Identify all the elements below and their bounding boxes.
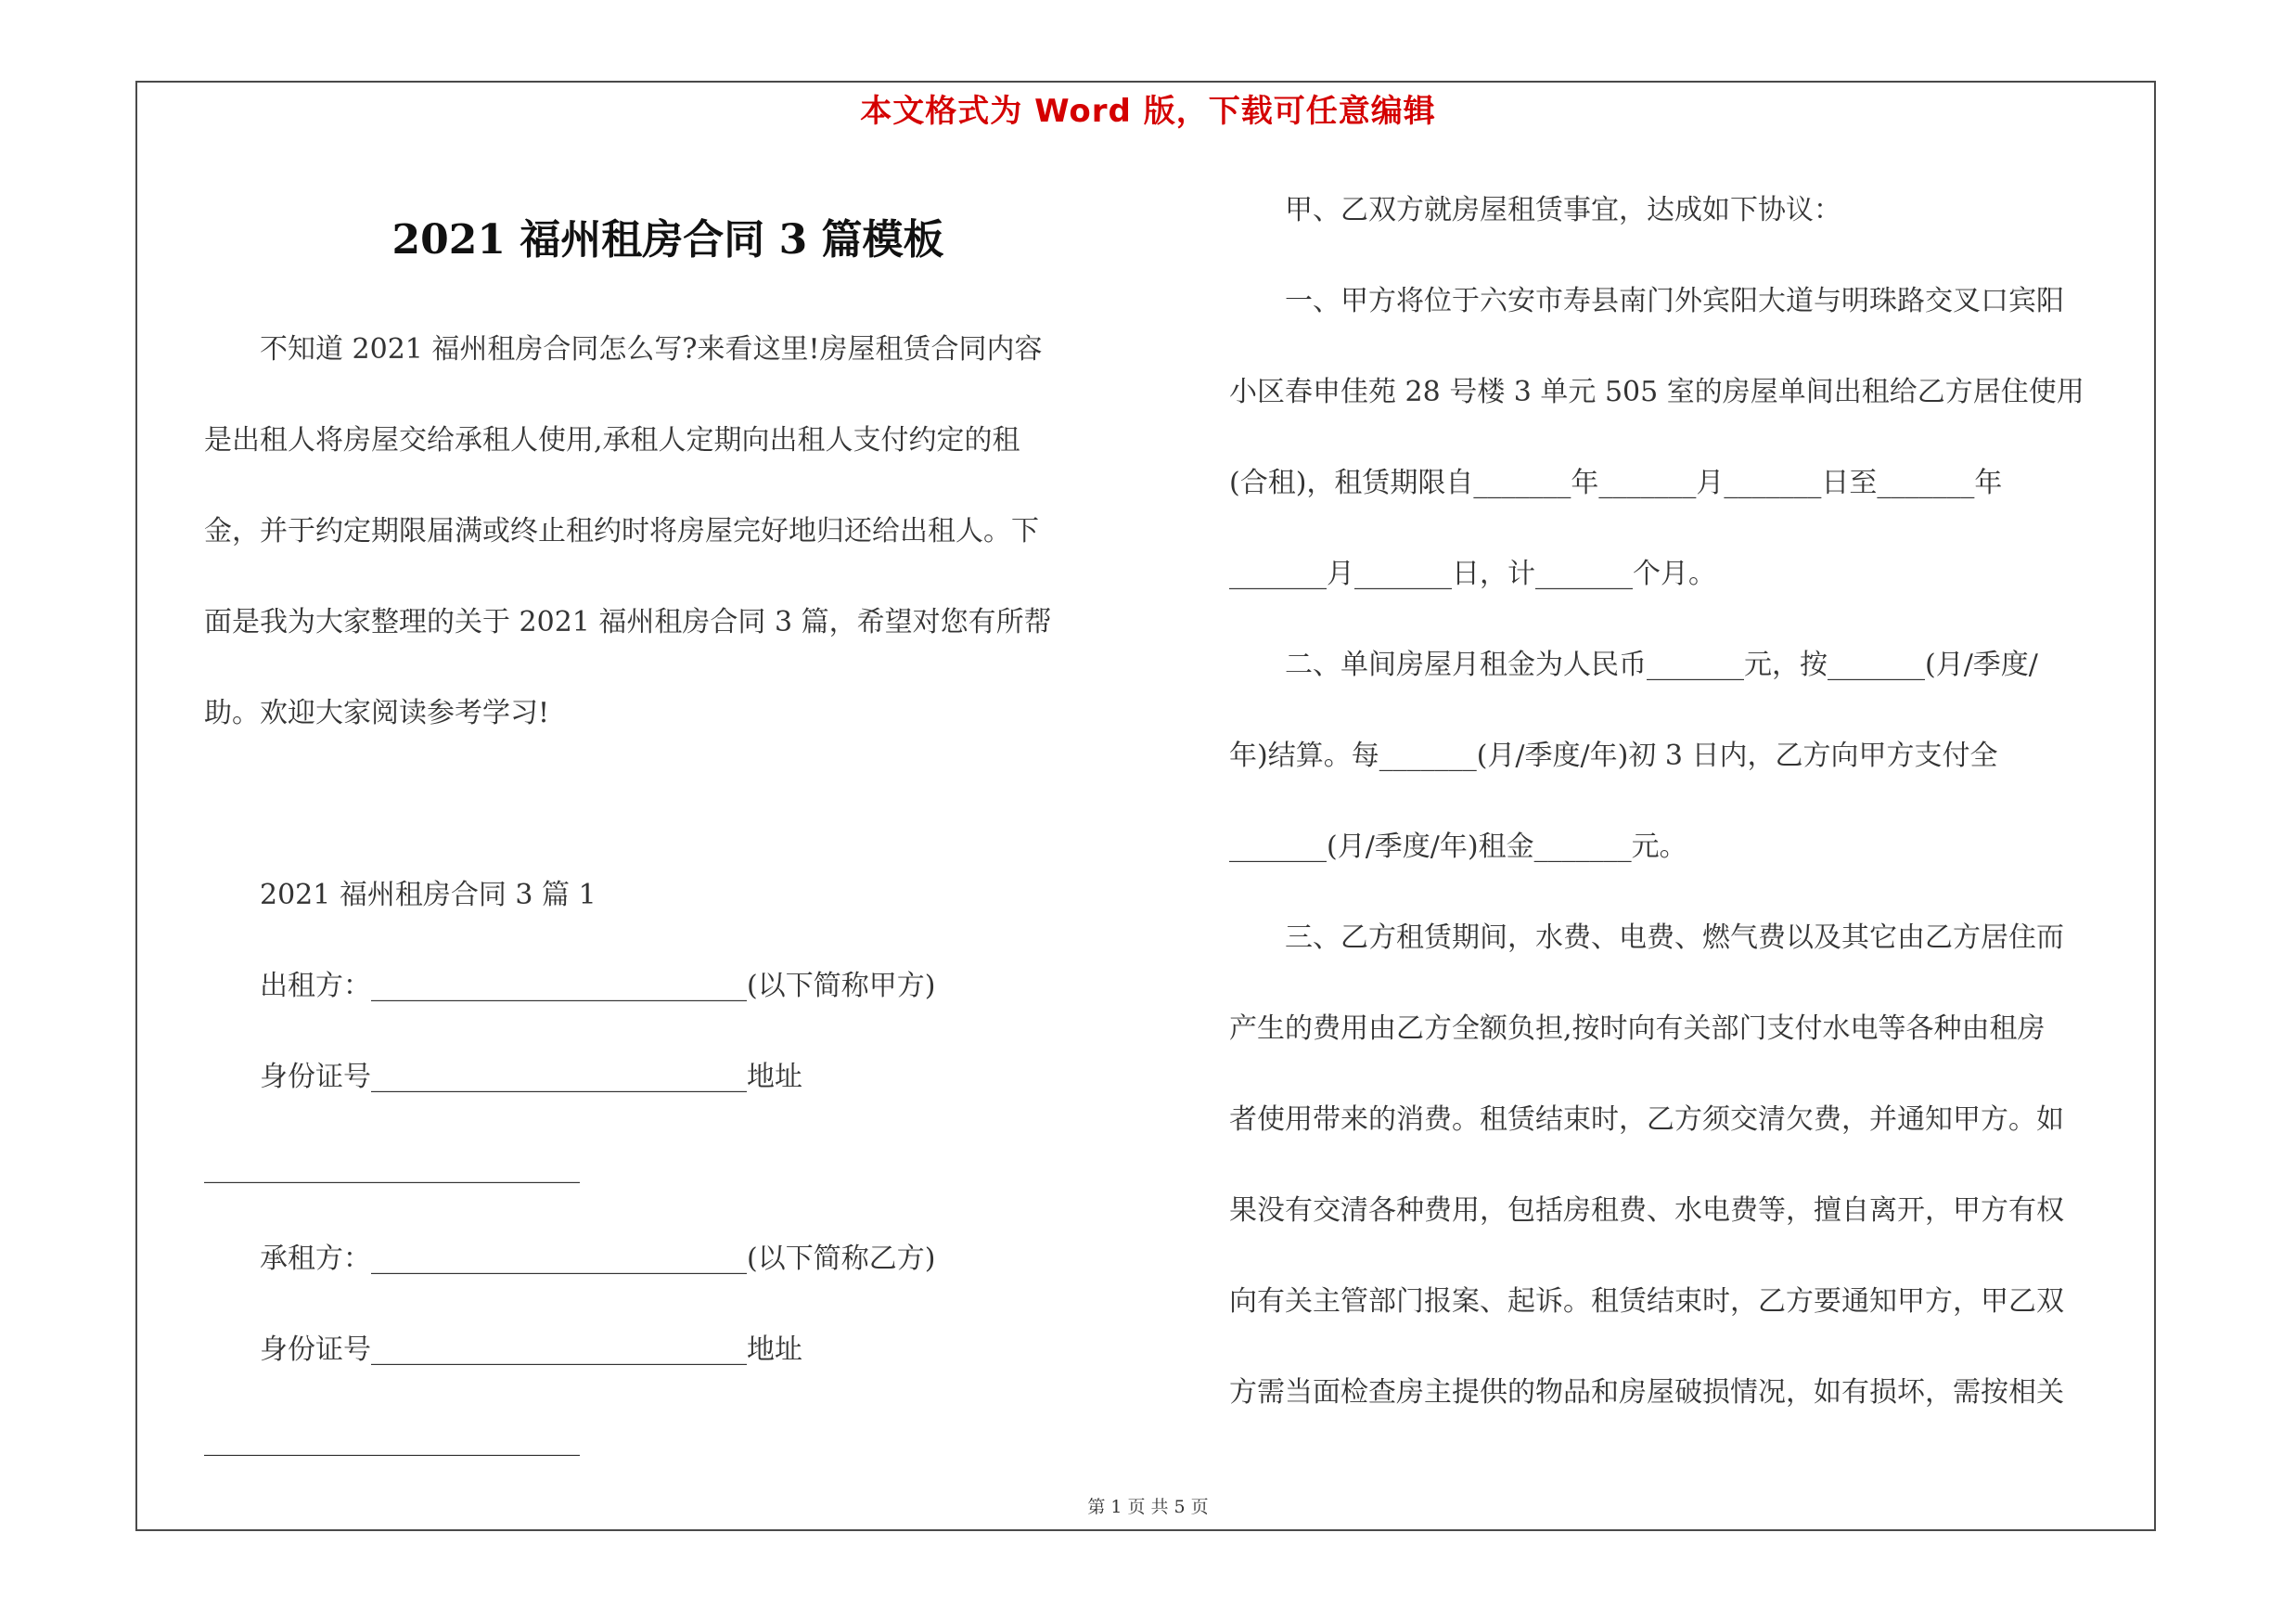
- right-line: 向有关主管部门报案、起诉。租赁结束时，乙方要通知甲方，甲乙双: [1229, 1285, 2064, 1318]
- right-line: 者使用带来的消费。租赁结束时，乙方须交清欠费，并通知甲方。如: [1229, 1103, 2064, 1136]
- right-line: (合租)，租赁期限自_______年_______月_______日至_______年: [1229, 467, 2003, 499]
- left-line: 面是我为大家整理的关于 2021 福州租房合同 3 篇，希望对您有所帮: [204, 606, 1052, 638]
- lessee-id-field: 身份证号___________________________地址: [204, 1333, 802, 1366]
- page-number: 第 1 页 共 5 页: [1087, 1497, 1209, 1517]
- document-title: 2021 福州租房合同 3 篇模板: [391, 216, 944, 264]
- lessee-field: 承租方：___________________________(以下简称乙方): [204, 1243, 936, 1275]
- lessor-address-blank: ___________________________: [204, 1152, 580, 1184]
- right-line: 果没有交清各种费用，包括房租费、水电费等，擅自离开，甲方有权: [1229, 1194, 2064, 1227]
- right-line: 方需当面检查房主提供的物品和房屋破损情况，如有损坏，需按相关: [1229, 1376, 2064, 1409]
- section-heading: 2021 福州租房合同 3 篇 1: [204, 879, 596, 911]
- right-line: 产生的费用由乙方全额负担,按时向有关部门支付水电等各种由租房: [1229, 1012, 2046, 1045]
- lessor-field: 出租方：___________________________(以下简称甲方): [204, 970, 936, 1002]
- right-line: 二、单间房屋月租金为人民币_______元，按_______(月/季度/: [1229, 649, 2038, 681]
- right-line: _______(月/季度/年)租金_______元。: [1229, 831, 1687, 863]
- left-line: 不知道 2021 福州租房合同怎么写?来看这里!房屋租赁合同内容: [204, 333, 1043, 366]
- right-line: 甲、乙双方就房屋租赁事宜，达成如下协议：: [1229, 194, 1841, 226]
- right-line: 一、甲方将位于六安市寿县南门外宾阳大道与明珠路交叉口宾阳: [1229, 285, 2064, 317]
- right-line: _______月_______日，计_______个月。: [1229, 558, 1716, 590]
- word-format-banner: 本文格式为 Word 版，下载可任意编辑: [860, 93, 1436, 130]
- lessee-address-blank: ___________________________: [204, 1424, 580, 1457]
- left-line: 助。欢迎大家阅读参考学习!: [204, 697, 550, 729]
- right-line: 三、乙方租赁期间，水费、电费、燃气费以及其它由乙方居住而: [1229, 921, 2064, 954]
- right-line: 年)结算。每_______(月/季度/年)初 3 日内，乙方向甲方支付全: [1229, 740, 1998, 772]
- left-line: 金，并于约定期限届满或终止租约时将房屋完好地归还给出租人。下: [204, 515, 1039, 547]
- right-line: 小区春申佳苑 28 号楼 3 单元 505 室的房屋单间出租给乙方居住使用: [1229, 376, 2084, 408]
- lessor-id-field: 身份证号___________________________地址: [204, 1061, 802, 1093]
- left-line: 是出租人将房屋交给承租人使用,承租人定期向出租人支付约定的租: [204, 424, 1020, 457]
